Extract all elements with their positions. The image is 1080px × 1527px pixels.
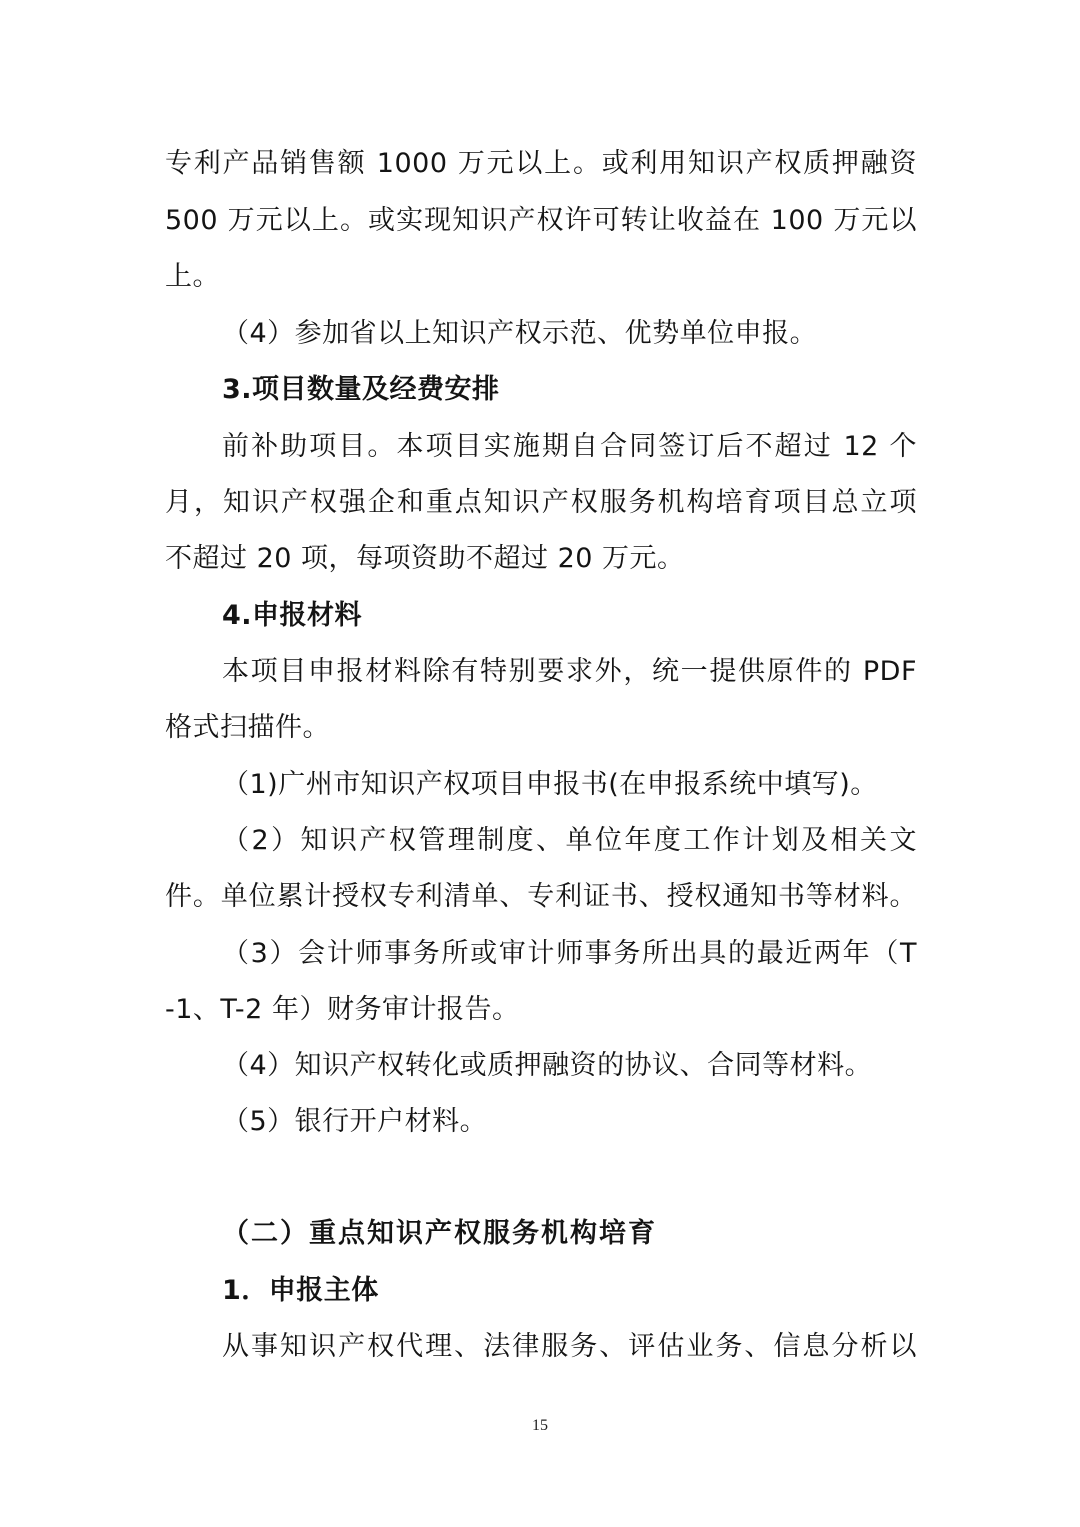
list-item: （4）知识产权转化或质押融资的协议、合同等材料。 [222,1050,873,1081]
body-text-line: 不超过 20 项，每项资助不超过 20 万元。 [165,543,685,574]
list-item: （3）会计师事务所或审计师事务所出具的最近两年（T [222,938,917,969]
subheading: 4.申报材料 [222,600,363,631]
list-item: （2）知识产权管理制度、单位年度工作计划及相关文 [222,825,917,856]
body-text-line: 格式扫描件。 [165,712,330,743]
body-text-line: 本项目申报材料除有特别要求外，统一提供原件的 PDF [222,656,917,687]
body-text-line: 从事知识产权代理、法律服务、评估业务、信息分析以 [222,1331,917,1362]
list-item: （1)广州市知识产权项目申报书(在申报系统中填写)。 [222,769,878,800]
body-text-line: 前补助项目。本项目实施期自合同签订后不超过 12 个 [222,431,917,462]
body-text-line: -1、T-2 年）财务审计报告。 [165,994,520,1025]
subheading: 3.项目数量及经费安排 [222,374,500,405]
body-text-line: 月，知识产权强企和重点知识产权服务机构培育项目总立项 [165,487,917,518]
body-text-line: 专利产品销售额 1000 万元以上。或利用知识产权质押融资 [165,148,917,179]
section-heading: （二）重点知识产权服务机构培育 [222,1218,657,1249]
subheading: 1．申报主体 [222,1275,379,1306]
body-text-line: 500 万元以上。或实现知识产权许可转让收益在 100 万元以 [165,205,917,236]
body-text-line: 件。单位累计授权专利清单、专利证书、授权通知书等材料。 [165,881,917,912]
list-item: （5）银行开户材料。 [222,1106,488,1137]
page-number: 15 [532,1417,548,1434]
body-text-line: 上。 [165,261,220,292]
list-item: （4）参加省以上知识产权示范、优势单位申报。 [222,318,818,349]
